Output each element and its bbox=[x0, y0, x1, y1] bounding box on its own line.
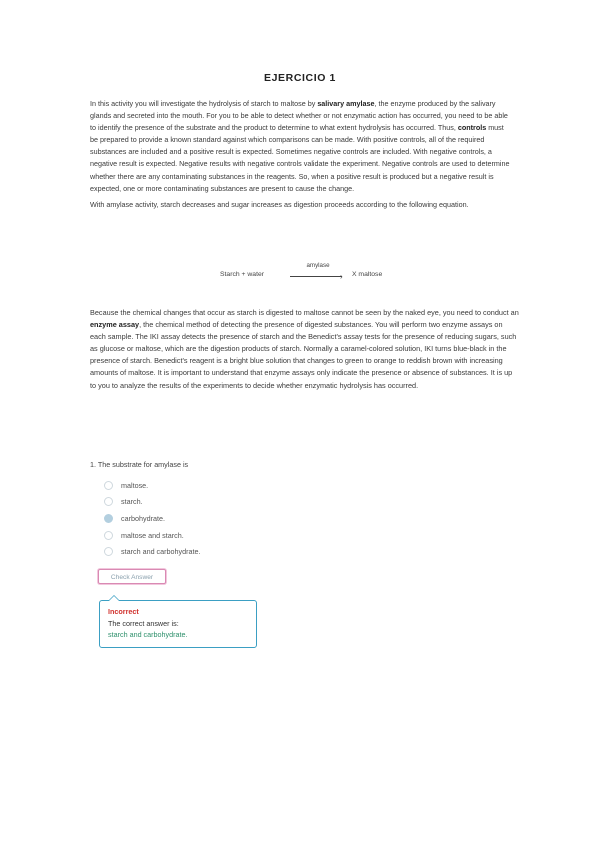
option-starch-and-carbohydrate[interactable] bbox=[104, 543, 201, 560]
enzyme-assay-term: enzyme assay bbox=[90, 320, 140, 330]
controls-term: controls bbox=[457, 123, 487, 133]
option-label: maltose. bbox=[121, 480, 149, 490]
salivary-amylase-term: salivary amylase bbox=[317, 99, 375, 108]
radio-button[interactable] bbox=[104, 531, 113, 540]
correct-answer-text: starch and carbohydrate. bbox=[108, 630, 188, 640]
equation-reactants: Starch + water bbox=[220, 271, 265, 278]
option-starch[interactable] bbox=[104, 494, 201, 511]
radio-button[interactable] bbox=[104, 497, 113, 506]
option-label: carbohydrate. bbox=[121, 513, 165, 523]
radio-button[interactable] bbox=[104, 547, 113, 556]
radio-button[interactable] bbox=[104, 481, 113, 490]
option-carbohydrate[interactable] bbox=[104, 510, 201, 527]
intro-text-span: , the enzyme produced by the salivary glands and secreted into the mouth. For you to be able to detect whether or not enzymatic action has occurred, you need to be able to identify the presence of the substrate and the product to determine to what extent hydrolysis has occurred. Thus, bbox=[90, 99, 508, 133]
radio-button-selected[interactable] bbox=[104, 514, 113, 523]
arrow-line bbox=[290, 276, 342, 277]
intro-text-span: In this activity you will investigate the hydrolysis of starch to maltose by bbox=[90, 99, 318, 108]
assay-text-span: , the chemical method of detecting the presence of digested substances. You will perform two enzyme assays on each sample. The IKI assay detects the presence of starch and the Benedict's assay tests for the presence of reducing sugars, such as glucose or maltose, which are the digestion products of starch. Normally a caramel-colored solution, IKI turns blue-black in the presence of starch. Benedict's reagent is a bright blue solution that changes to green to orange to reddish brown with increasing amounts of maltose. It is important to understand that enzyme assays only indicate the presence or absence of substances. It is up to you to analyze the results of the experiments to decide whether enzymatic hydrolysis has occurred. bbox=[90, 320, 517, 390]
equation-enzyme: amylase bbox=[306, 262, 330, 269]
intro-paragraph-1 bbox=[90, 98, 512, 195]
page-title: EJERCICIO 1 bbox=[264, 72, 336, 84]
intro-paragraph-2: With amylase activity, starch decreases and sugar increases as digestion proceeds according to the following equation. bbox=[90, 199, 469, 209]
answer-options bbox=[104, 477, 201, 560]
feedback-label: The correct answer is: bbox=[108, 618, 179, 628]
option-maltose[interactable] bbox=[104, 477, 201, 494]
check-answer-button[interactable]: Check Answer bbox=[98, 569, 166, 584]
reaction-arrow bbox=[290, 262, 346, 282]
intro-text-span: must be prepared to provide a known standard against which comparisons can be made. With positive controls, all of the required substances are included and a positive result is expected. Sometimes negative controls are included. With negative controls, a negative result is expected. Negative results with negative controls validate the experiment. Negative controls are used to determine whether there are any contaminating substances in the reagents. So, when a positive result is produced but a negative result is expected, one or more contaminating substances are present to cause the change. bbox=[90, 123, 510, 193]
intro-text bbox=[90, 98, 512, 211]
option-label: starch. bbox=[121, 497, 143, 507]
question-text: 1. The substrate for amylase is bbox=[90, 460, 189, 469]
feedback-box bbox=[99, 600, 257, 648]
option-maltose-and-starch[interactable] bbox=[104, 527, 201, 544]
option-label: starch and carbohydrate. bbox=[121, 547, 201, 557]
arrow-head-icon: › bbox=[340, 272, 343, 281]
assay-paragraph bbox=[90, 307, 520, 392]
assay-text-span: Because the chemical changes that occur as starch is digested to maltose cannot be seen by the naked eye, you need to conduct an bbox=[90, 308, 519, 317]
option-label: maltose and starch. bbox=[121, 530, 184, 540]
feedback-status: Incorrect bbox=[108, 607, 139, 616]
equation-products: X maltose bbox=[352, 271, 383, 278]
